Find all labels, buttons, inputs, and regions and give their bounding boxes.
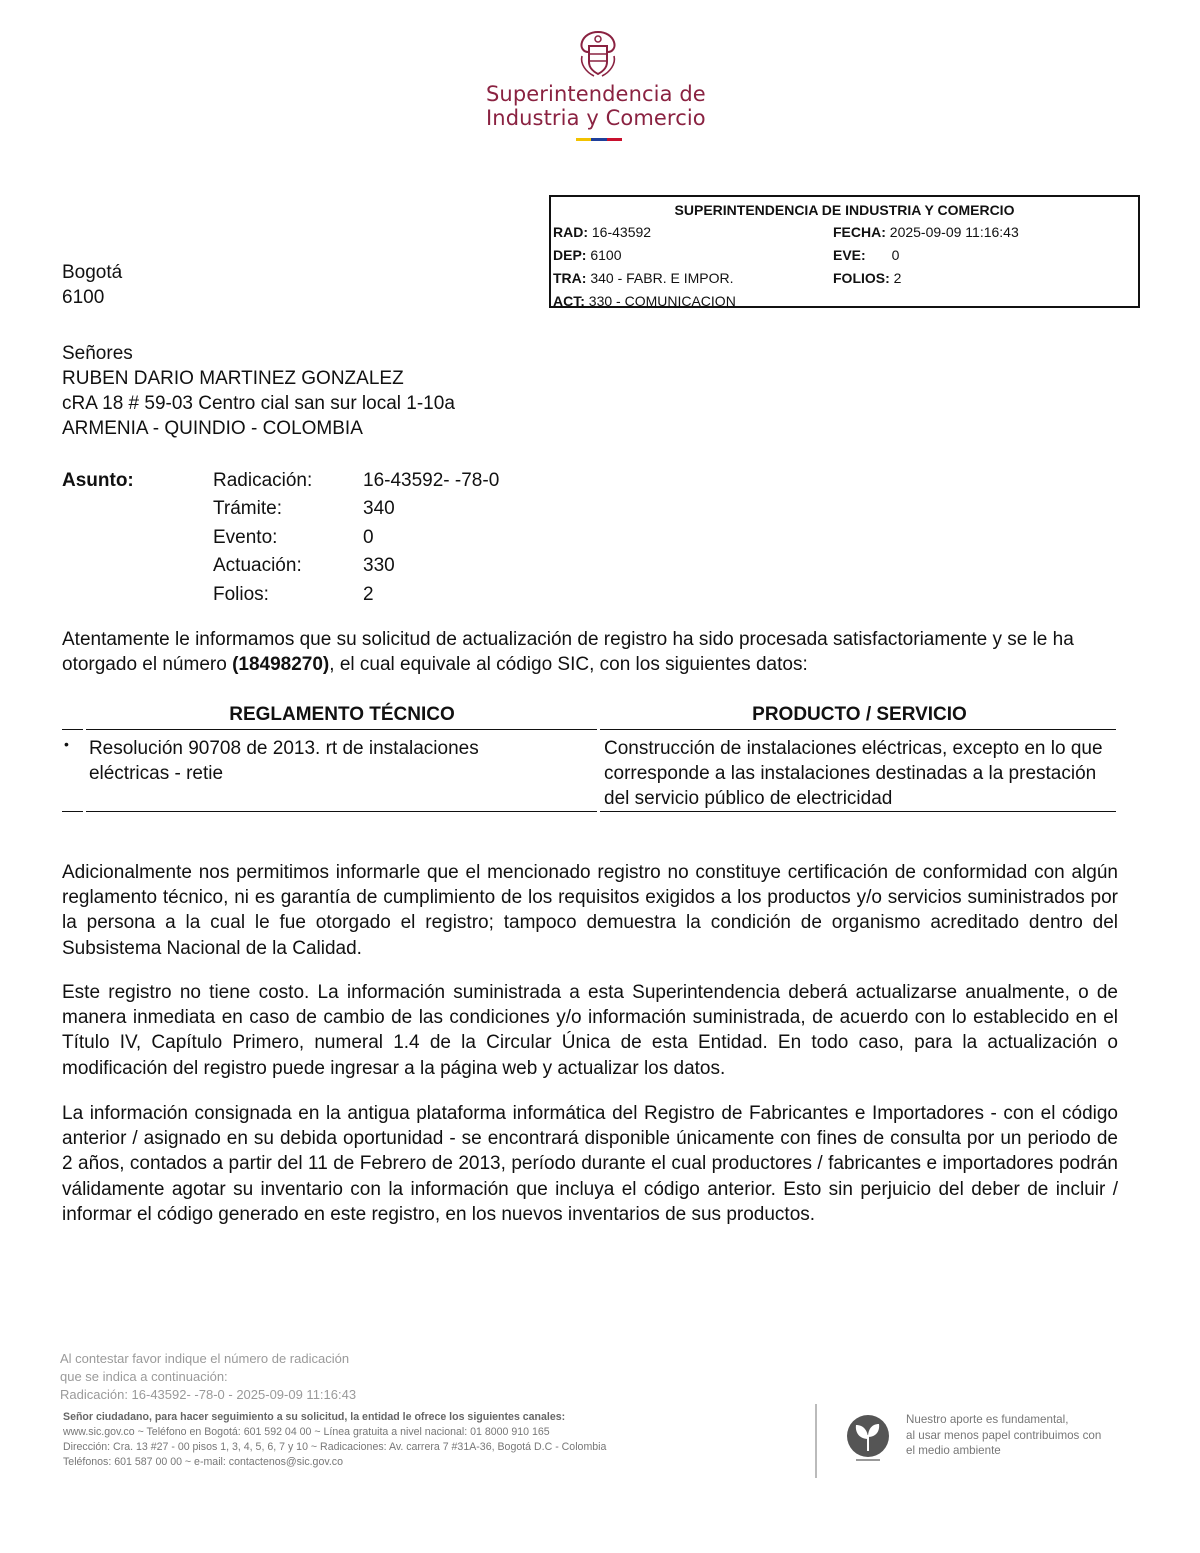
product-table xyxy=(62,702,1116,812)
subject-row xyxy=(213,524,499,552)
eco-line: al usar menos papel contribuimos con xyxy=(906,1428,1102,1442)
stamp-tra xyxy=(553,267,733,290)
subject-details xyxy=(213,467,499,609)
flag-stripe-red xyxy=(607,138,622,141)
subject-key: Folios: xyxy=(213,583,269,605)
logo-text xyxy=(486,82,786,130)
footer-lead: Señor ciudadano, para hacer seguimiento a su solicitud, la entidad le ofrece los siguientes canales: xyxy=(63,1411,566,1423)
stamp-fecha-label: FECHA: xyxy=(833,224,886,240)
stamp-rad-label: RAD: xyxy=(553,224,588,240)
sic-logo xyxy=(0,22,1200,152)
intro-paragraph xyxy=(62,627,1118,677)
logo-line-2: Industria y Comercio xyxy=(486,106,706,130)
subject-key: Trámite: xyxy=(213,498,282,520)
flag-stripe xyxy=(576,138,622,141)
city: Bogotá xyxy=(62,262,123,283)
stamp-folios-value: 2 xyxy=(893,270,902,286)
eco-line: Nuestro aporte es fundamental, xyxy=(906,1413,1069,1426)
subject-value: 340 xyxy=(363,498,395,520)
subject-row xyxy=(213,467,499,495)
stamp-act-value: 330 - COMUNICACION xyxy=(588,293,736,309)
stamp-folios-label: FOLIOS: xyxy=(833,270,890,286)
dependency-code: 6100 xyxy=(62,287,105,308)
stamp-rad-value: 16-43592 xyxy=(591,224,652,240)
recipient-location: ARMENIA - QUINDIO - COLOMBIA xyxy=(62,418,363,439)
col-header-regulation: REGLAMENTO TÉCNICO xyxy=(229,704,455,725)
bullet: • xyxy=(64,736,69,752)
subject-value: 2 xyxy=(363,583,374,605)
footer-line: www.sic.gov.co ~ Teléfono en Bogotá: 601 592 04 00 ~ Línea gratuita a nivel nacional: 01 8000 910 165 xyxy=(63,1426,550,1438)
subject-row xyxy=(213,495,499,523)
intro-text-before: Atentamente le informamos que su solicitud de actualización de registro ha sido procesada satisfactoriamente y se le ha otorgado el número xyxy=(62,629,1074,676)
subject-label: Asunto: xyxy=(62,470,134,491)
paragraph-legacy-platform: La información consignada en la antigua plataforma informática del Registro de Fabricantes e Importadores - con el código anterior / asignado en su debida oportunidad - se encontrará disponible únicamente con fines de consulta por un periodo de 2 años, contados a partir del 11 de Febrero de 2013, período durante el cual productores / fabricantes e importadores podrán válidamente agotar su inventario con la información que incluya el código anterior. Esto sin perjuicio del deber de incluir / informar el código generado en este registro, en los nuevos inventarios de sus productos. xyxy=(62,1103,1118,1225)
stamp-dep-value: 6100 xyxy=(590,247,622,263)
recipient-address: cRA 18 # 59-03 Centro cial san sur local 1-10a xyxy=(62,393,455,414)
coat-of-arms-icon xyxy=(572,28,624,80)
paragraph-cost: Este registro no tiene costo. La información suministrada a esta Superintendencia deberá actualizarse anualmente, o de manera inmediata en caso de cambio de las condiciones y/o información suministrada, de acuerdo con lo establecido en el Título IV, Capítulo Primero, numeral 1.4 de la Circular Única de esta Entidad. En todo caso, para la actualización o modificación del registro puede ingresar a la página web y actualizar los datos. xyxy=(62,982,1118,1079)
flag-stripe-yellow xyxy=(576,138,591,141)
stamp-eve-value: 0 xyxy=(891,247,900,263)
subject-key: Radicación: xyxy=(213,470,313,491)
registration-number: (18498270) xyxy=(232,654,330,676)
stamp-fecha-value: 2025-09-09 11:16:43 xyxy=(889,224,1019,240)
stamp-title: SUPERINTENDENCIA DE INDUSTRIA Y COMERCIO xyxy=(674,202,1015,218)
recipient-name: RUBEN DARIO MARTINEZ GONZALEZ xyxy=(62,368,404,389)
footer-note xyxy=(60,1350,356,1404)
subject-row xyxy=(213,581,499,609)
logo-line-1: Superintendencia de xyxy=(486,82,706,106)
subject-value: 16-43592- -78-0 xyxy=(363,470,500,491)
eco-line: el medio ambiente xyxy=(906,1444,1001,1458)
footer-note-line: Al contestar favor indique el número de radicación xyxy=(60,1351,350,1366)
subject-value: 0 xyxy=(363,526,374,548)
stamp-folios xyxy=(833,267,901,290)
stamp-eve-label: EVE: xyxy=(833,247,866,263)
table-header xyxy=(62,702,1116,730)
table-header-spacer xyxy=(62,702,84,729)
col-header-product: PRODUCTO / SERVICIO xyxy=(752,704,967,725)
recipient-block xyxy=(62,341,455,441)
eco-leaf-icon xyxy=(845,1413,891,1465)
radication-stamp xyxy=(549,195,1140,308)
footer-line: Teléfonos: 601 587 00 00 ~ e-mail: contactenos@sic.gov.co xyxy=(63,1456,343,1468)
footer-contact-info xyxy=(63,1410,753,1470)
column-gap xyxy=(597,702,600,812)
salutation: Señores xyxy=(62,343,133,364)
subject-key: Actuación: xyxy=(213,555,302,577)
column-gap xyxy=(83,702,86,812)
stamp-dep-label: DEP: xyxy=(553,247,587,263)
footer-note-line: que se indica a continuación: xyxy=(60,1369,228,1384)
stamp-dep xyxy=(553,244,622,267)
flag-stripe-blue xyxy=(591,138,606,141)
footer-line: Dirección: Cra. 13 #27 - 00 pisos 1, 3, 4, 5, 6, 7 y 10 ~ Radicaciones: Av. carrera 7 #31A-36, Bogotá D.C - Colombia xyxy=(63,1441,607,1453)
stamp-tra-label: TRA: xyxy=(553,270,587,286)
cell-regulation: Resolución 90708 de 2013. rt de instalaciones eléctricas - retie xyxy=(88,738,479,784)
eco-message xyxy=(906,1412,1101,1459)
footer-radication: Radicación: 16-43592- -78-0 - 2025-09-09 11:16:43 xyxy=(60,1387,357,1402)
subject-row xyxy=(213,552,499,580)
stamp-act xyxy=(553,290,736,313)
table-row xyxy=(62,730,1116,812)
intro-text-after: , el cual equivale al código SIC, con los siguientes datos: xyxy=(329,654,808,676)
stamp-eve xyxy=(833,244,899,267)
subject-value: 330 xyxy=(363,555,395,577)
paragraph-disclaimer: Adicionalmente nos permitimos informarle que el mencionado registro no constituye certificación de conformidad con algún reglamento técnico, ni es garantía de cumplimiento de los requisitos exigidos a los productos y/o servicios suministrados por la persona a la cual le fue otorgado el registro; tampoco demuestra la condición de organismo acreditado dentro del Subsistema Nacional de la Calidad. xyxy=(62,862,1118,959)
stamp-tra-value: 340 - FABR. E IMPOR. xyxy=(590,270,734,286)
stamp-fecha xyxy=(833,221,1019,244)
footer-divider xyxy=(815,1404,817,1478)
stamp-rad xyxy=(553,221,651,244)
cell-product: Construcción de instalaciones eléctricas, excepto en lo que corresponde a las instalaciones destinadas a la prestación del servicio público de electricidad xyxy=(604,738,1103,809)
subject-key: Evento: xyxy=(213,526,278,548)
stamp-act-label: ACT: xyxy=(553,293,585,309)
